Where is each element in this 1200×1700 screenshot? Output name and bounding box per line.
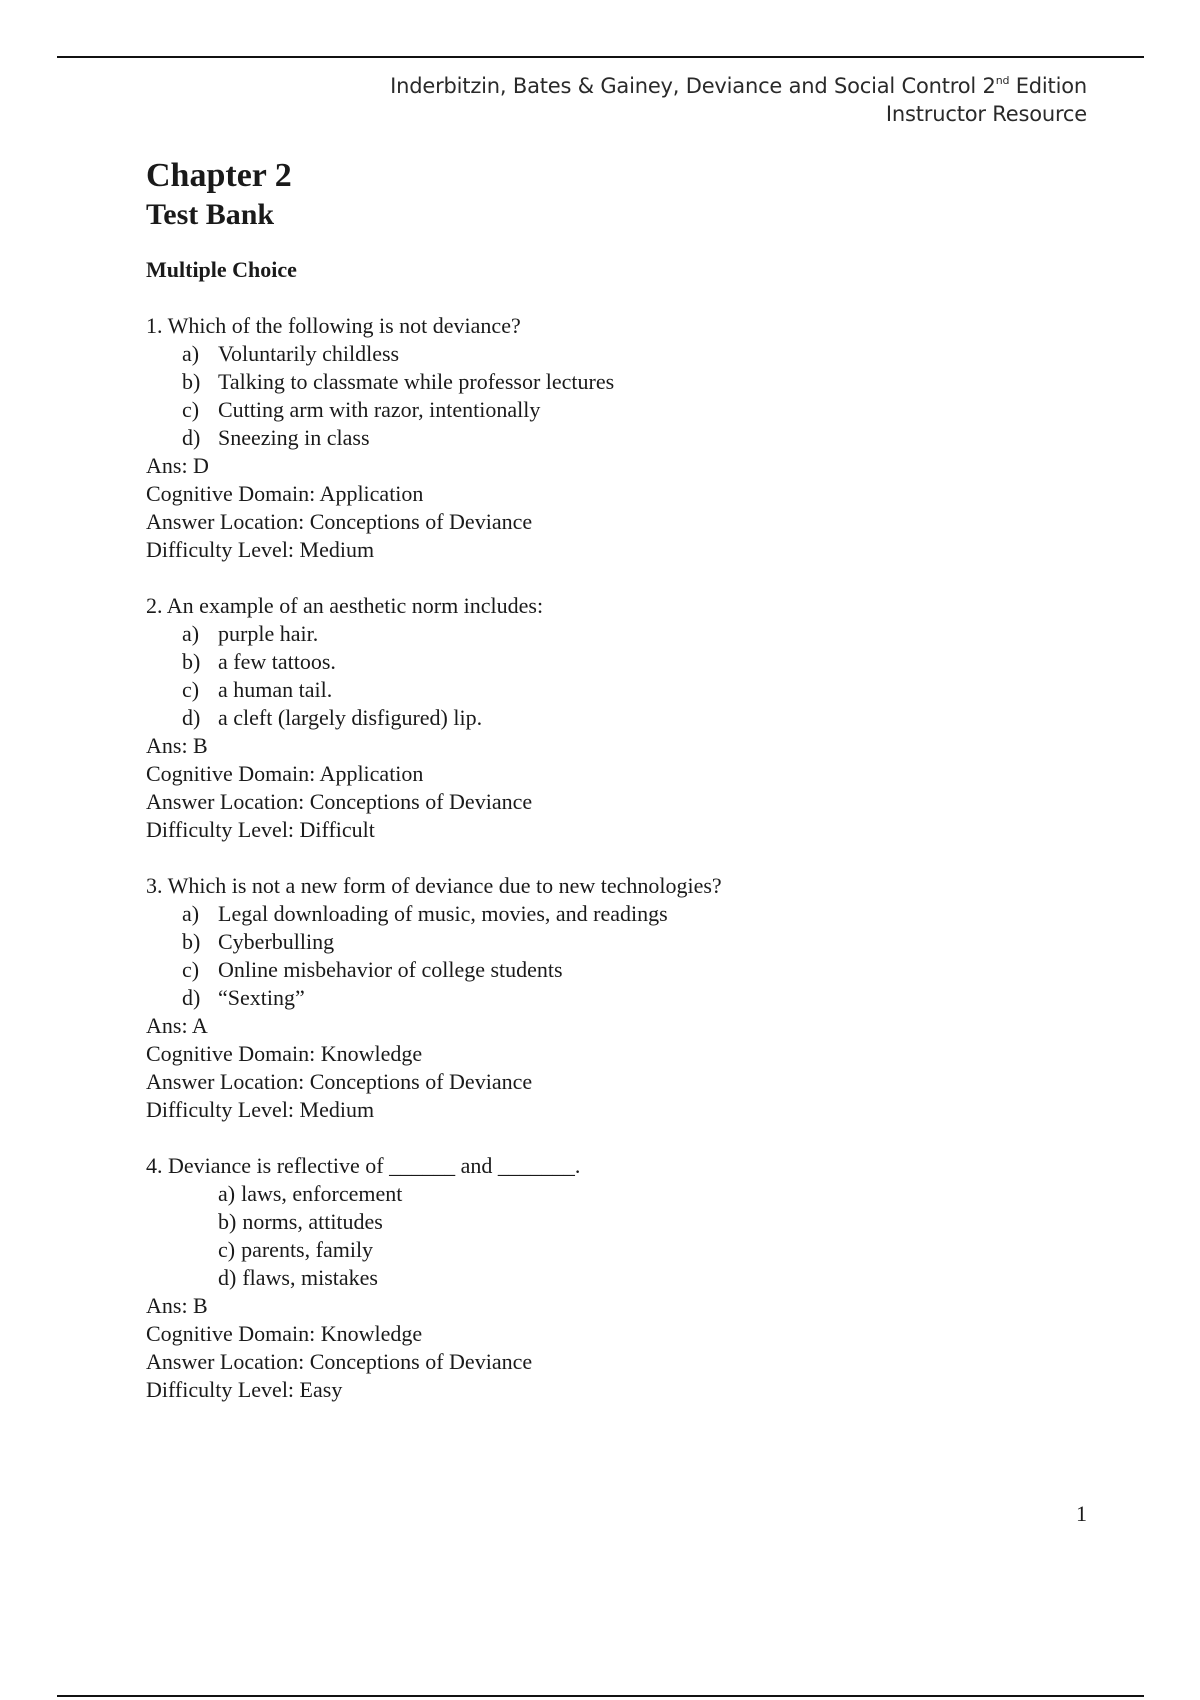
option-a (146, 1180, 1106, 1208)
cognitive-domain: Cognitive Domain: Knowledge (146, 1041, 423, 1066)
option-text: Sneezing in class (218, 425, 370, 450)
answer-options (146, 620, 1106, 732)
option-letter: b) (218, 1209, 237, 1234)
option-text: Cyberbulling (218, 929, 335, 954)
option-letter: b) (182, 929, 201, 954)
question-text: 4. Deviance is reflective of ______ and _______. (146, 1153, 581, 1178)
cognitive-domain: Cognitive Domain: Knowledge (146, 1321, 423, 1346)
option-letter: a) (182, 621, 200, 646)
option-b (146, 368, 1106, 396)
option-letter: d) (182, 985, 201, 1010)
option-letter: c) (182, 957, 200, 982)
answer-options (146, 900, 1106, 1012)
section-heading: Multiple Choice (146, 257, 297, 282)
option-text: Online misbehavior of college students (218, 957, 563, 982)
option-d (146, 704, 1106, 732)
cognitive-domain: Cognitive Domain: Application (146, 481, 424, 506)
answer-key: Ans: B (146, 1293, 208, 1318)
option-text: flaws, mistakes (242, 1265, 378, 1290)
option-letter: c) (218, 1237, 236, 1262)
chapter-subtitle: Test Bank (146, 198, 275, 231)
option-b (146, 928, 1106, 956)
difficulty-level: Difficulty Level: Easy (146, 1377, 343, 1402)
option-text: Legal downloading of music, movies, and readings (218, 901, 668, 926)
option-b (146, 648, 1106, 676)
option-letter: d) (182, 705, 201, 730)
option-a (146, 620, 1106, 648)
option-text: purple hair. (218, 621, 319, 646)
option-letter: c) (182, 397, 200, 422)
option-text: a human tail. (218, 677, 333, 702)
difficulty-level: Difficulty Level: Medium (146, 1097, 375, 1122)
page-number: 1 (1076, 1501, 1087, 1526)
option-text: a few tattoos. (218, 649, 336, 674)
option-letter: c) (182, 677, 200, 702)
option-text: a cleft (largely disfigured) lip. (218, 705, 483, 730)
header-citation: Inderbitzin, Bates & Gainey, Deviance and Social Control 2 (390, 74, 996, 98)
option-text: norms, attitudes (242, 1209, 383, 1234)
option-d (146, 424, 1106, 452)
option-text: parents, family (241, 1237, 374, 1262)
header-edition-superscript: nd (995, 74, 1010, 87)
option-letter: b) (182, 649, 201, 674)
option-letter: a) (182, 341, 200, 366)
chapter-title: Chapter 2 (146, 157, 292, 194)
question-2 (146, 592, 1106, 844)
question-text: 1. Which of the following is not deviance? (146, 313, 521, 338)
option-c (146, 676, 1106, 704)
document-body (146, 156, 1106, 1432)
option-text: Cutting arm with razor, intentionally (218, 397, 541, 422)
option-d (146, 1264, 1106, 1292)
question-1 (146, 312, 1106, 564)
option-c (146, 396, 1106, 424)
cognitive-domain: Cognitive Domain: Application (146, 761, 424, 786)
question-4 (146, 1152, 1106, 1404)
answer-key: Ans: D (146, 453, 209, 478)
running-header (187, 72, 1087, 128)
option-text: “Sexting” (218, 985, 305, 1010)
option-letter: d) (182, 425, 201, 450)
question-3 (146, 872, 1106, 1124)
difficulty-level: Difficulty Level: Difficult (146, 817, 375, 842)
question-text: 2. An example of an aesthetic norm includes: (146, 593, 544, 618)
answer-location: Answer Location: Conceptions of Deviance (146, 789, 533, 814)
option-c (146, 1236, 1106, 1264)
option-d (146, 984, 1106, 1012)
answer-location: Answer Location: Conceptions of Deviance (146, 509, 533, 534)
header-line-1 (187, 72, 1087, 100)
difficulty-level: Difficulty Level: Medium (146, 537, 375, 562)
question-text: 3. Which is not a new form of deviance due to new technologies? (146, 873, 722, 898)
header-line-2: Instructor Resource (885, 102, 1087, 126)
option-letter: a) (218, 1181, 236, 1206)
answer-key: Ans: B (146, 733, 208, 758)
answer-options (146, 340, 1106, 452)
header-edition: Edition (1009, 74, 1087, 98)
option-a (146, 900, 1106, 928)
option-a (146, 340, 1106, 368)
answer-options (146, 1180, 1106, 1292)
option-text: Talking to classmate while professor lectures (218, 369, 615, 394)
option-letter: a) (182, 901, 200, 926)
top-rule (57, 56, 1144, 58)
option-letter: b) (182, 369, 201, 394)
bottom-rule (57, 1695, 1144, 1697)
option-c (146, 956, 1106, 984)
answer-key: Ans: A (146, 1013, 208, 1038)
answer-location: Answer Location: Conceptions of Deviance (146, 1349, 533, 1374)
option-b (146, 1208, 1106, 1236)
option-text: Voluntarily childless (218, 341, 400, 366)
answer-location: Answer Location: Conceptions of Deviance (146, 1069, 533, 1094)
option-text: laws, enforcement (241, 1181, 403, 1206)
option-letter: d) (218, 1265, 237, 1290)
